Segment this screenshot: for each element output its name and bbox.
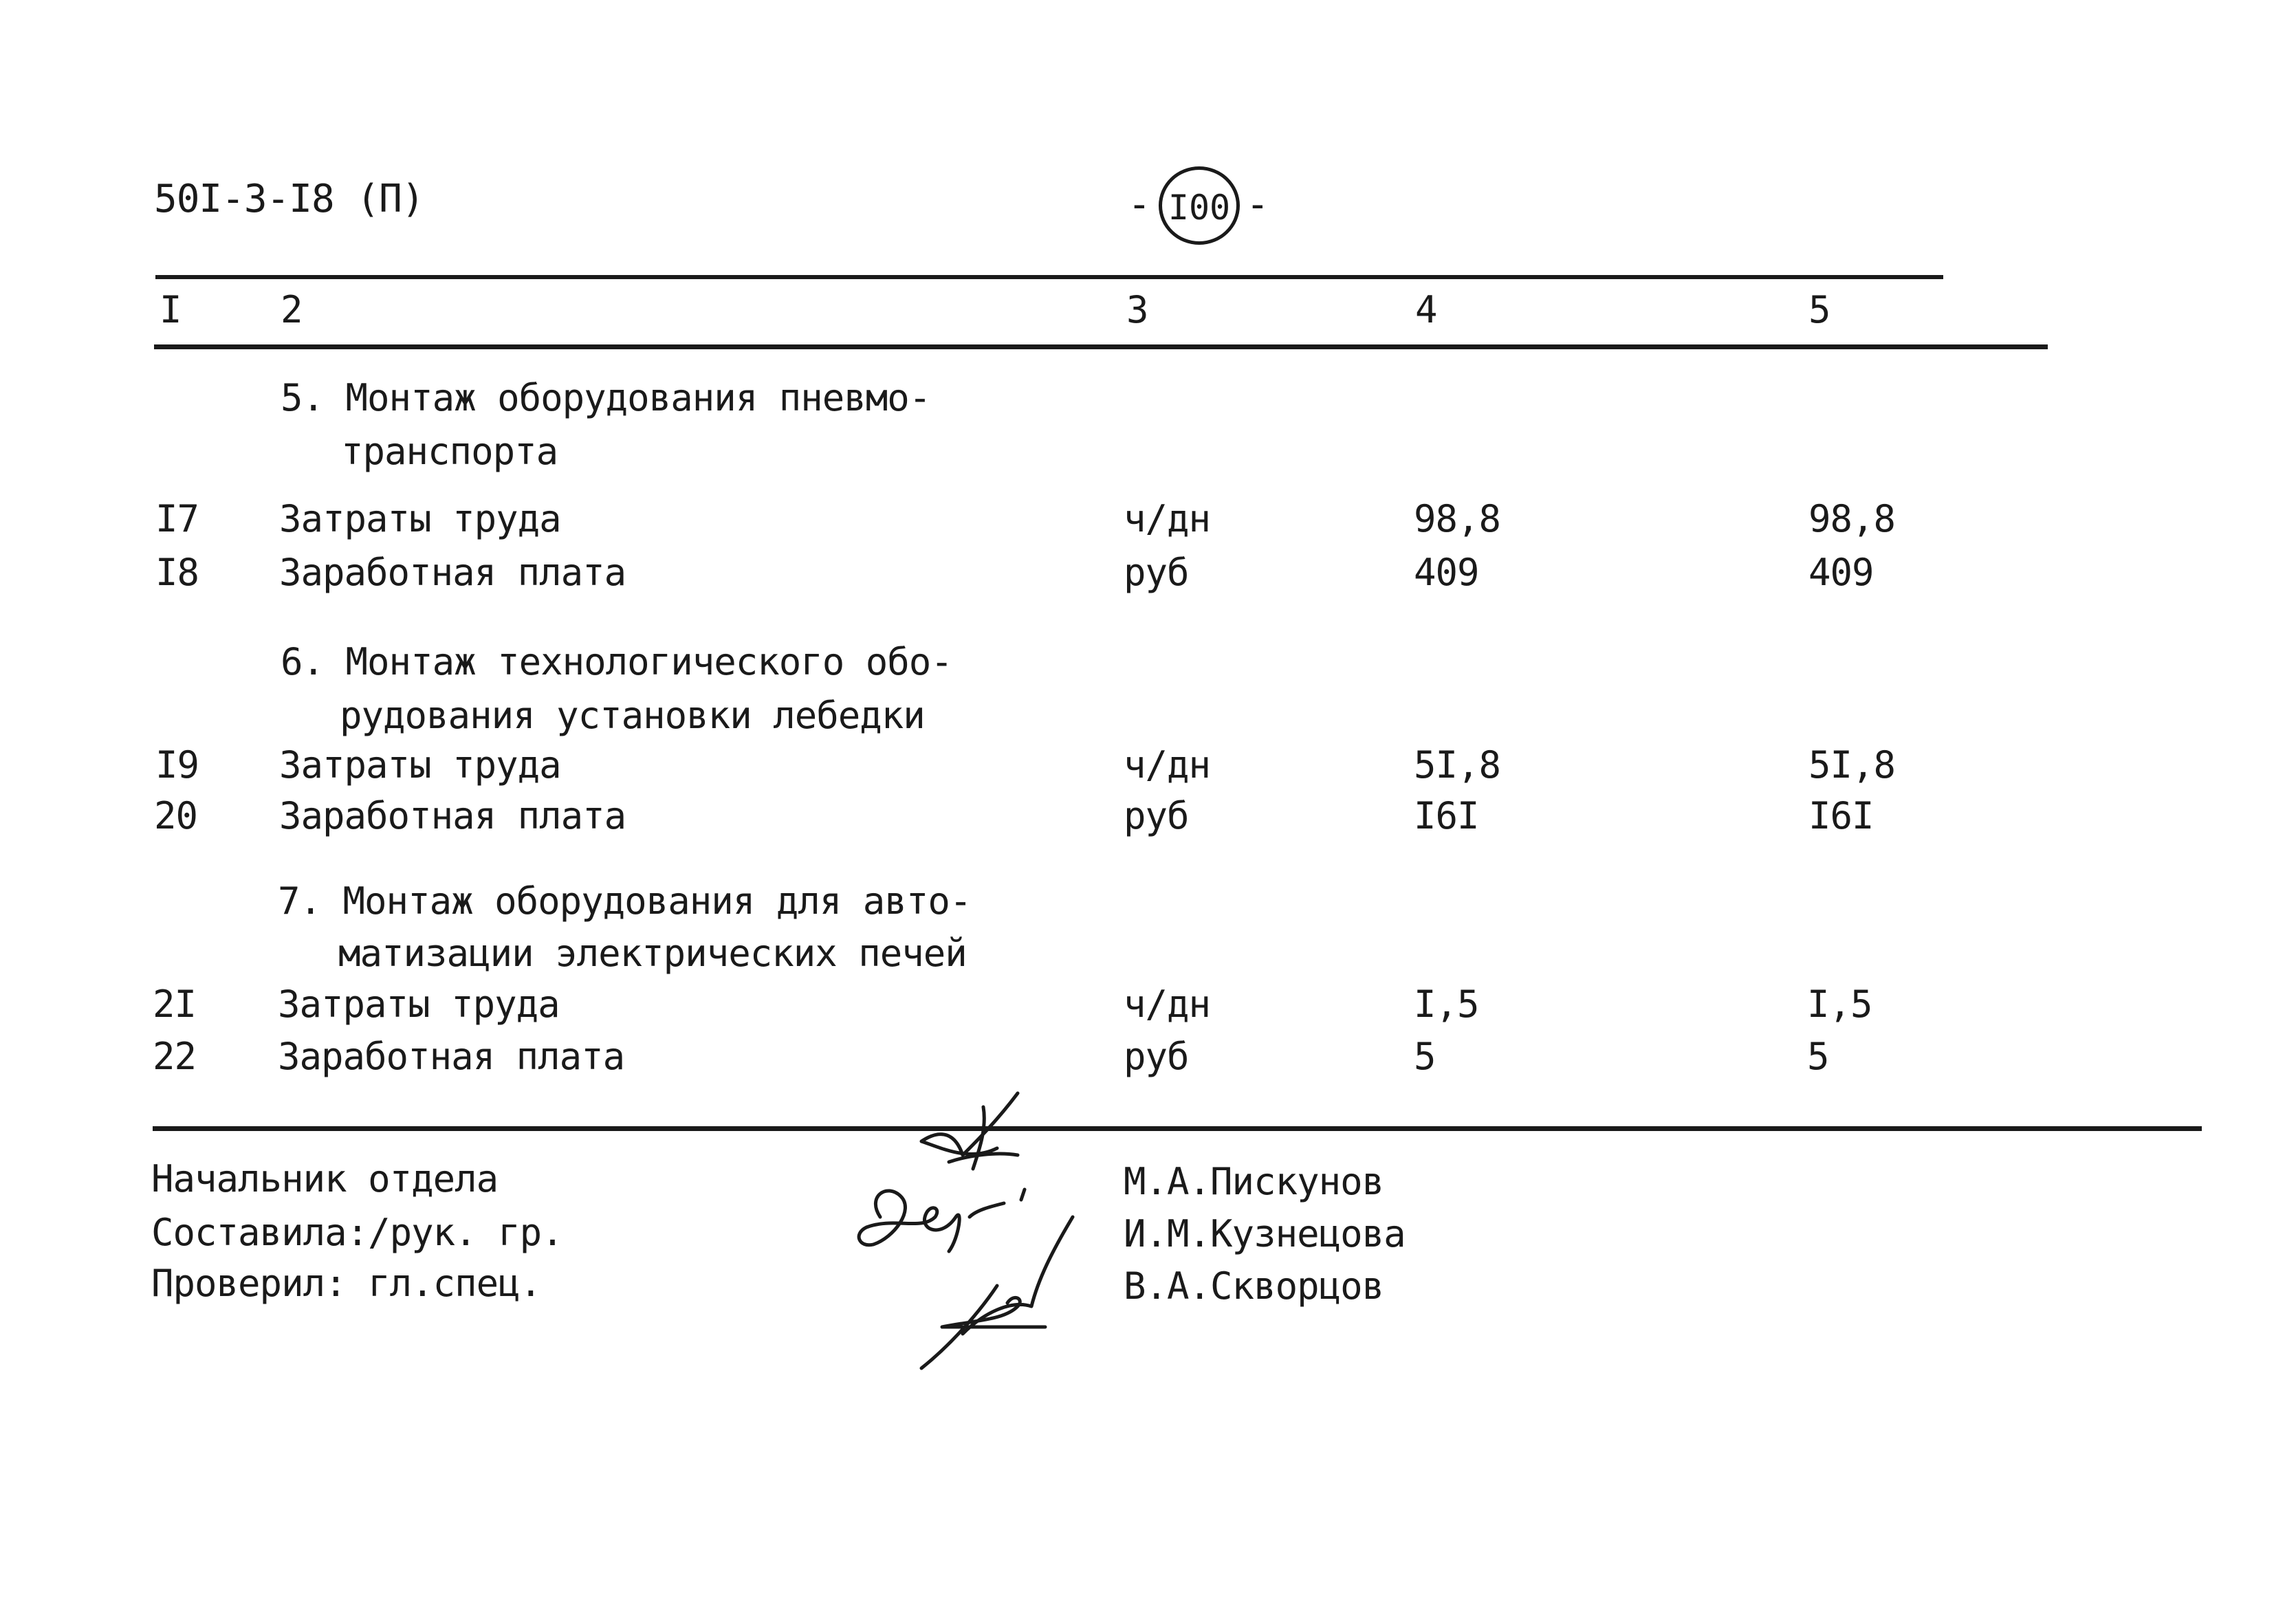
row-unit: ч/дн — [1124, 497, 1211, 540]
column-header-5: 5 — [1808, 288, 1830, 331]
row-col4: 409 — [1414, 551, 1479, 594]
row-name: Затраты труда — [278, 983, 560, 1026]
section-title-line1: 5. Монтаж оборудования пневмо- — [281, 376, 931, 419]
signature-role: Составила:/рук. гр. — [151, 1211, 563, 1254]
page-number-dash-left: - — [1128, 182, 1150, 227]
row-col5: I6I — [1808, 794, 1874, 837]
section-title-line2: матизации электрических печей — [338, 932, 967, 975]
row-unit: ч/дн — [1124, 743, 1211, 787]
row-col5: 409 — [1808, 551, 1874, 594]
row-number: 2I — [153, 983, 197, 1026]
page-number: I00 — [1168, 188, 1231, 228]
row-number: I7 — [155, 497, 199, 540]
row-col4: 5I,8 — [1414, 743, 1501, 787]
row-number: I8 — [155, 551, 199, 594]
table-top-rule — [155, 275, 1943, 279]
section-title-line1: 7. Монтаж оборудования для авто- — [278, 879, 972, 923]
row-unit: ч/дн — [1124, 983, 1211, 1026]
page-number-dash-right: - — [1246, 182, 1269, 227]
row-col4: 5 — [1414, 1035, 1436, 1078]
table-header-rule — [154, 344, 2048, 349]
section-title-line1: 6. Монтаж технологического обо- — [281, 640, 952, 683]
row-col4: I6I — [1414, 794, 1479, 837]
column-header-1: I — [160, 288, 182, 331]
row-unit: руб — [1124, 1035, 1189, 1078]
column-header-4: 4 — [1415, 288, 1437, 331]
section-title-line2: рудования установки лебедки — [340, 694, 925, 737]
page-number-circle — [1159, 166, 1240, 245]
row-name: Заработная плата — [279, 551, 626, 594]
row-unit: руб — [1124, 551, 1189, 594]
handwritten-signatures — [839, 1079, 1100, 1382]
row-col5: I,5 — [1807, 983, 1872, 1026]
column-header-3: 3 — [1126, 288, 1148, 331]
signature-role: Начальник отдела — [151, 1157, 499, 1200]
row-number: I9 — [155, 743, 199, 787]
section-title-line2: транспорта — [341, 430, 558, 473]
signature-name: И.М.Кузнецова — [1124, 1212, 1406, 1255]
row-number: 20 — [154, 794, 198, 837]
row-col5: 5I,8 — [1808, 743, 1896, 787]
row-col5: 98,8 — [1808, 497, 1896, 540]
column-header-2: 2 — [281, 288, 303, 331]
row-name: Заработная плата — [278, 1035, 625, 1078]
table-bottom-rule — [153, 1126, 2202, 1131]
row-col4: I,5 — [1414, 983, 1479, 1026]
row-col5: 5 — [1807, 1035, 1829, 1078]
signature-name: М.А.Пискунов — [1124, 1160, 1384, 1203]
row-number: 22 — [153, 1035, 197, 1078]
signature-name: В.А.Скворцов — [1124, 1264, 1384, 1308]
row-name: Затраты труда — [279, 743, 561, 787]
row-col4: 98,8 — [1414, 497, 1501, 540]
row-unit: руб — [1124, 794, 1189, 837]
document-code: 50I-3-I8 (П) — [154, 177, 424, 221]
signature-role: Проверил: гл.спец. — [151, 1262, 542, 1305]
row-name: Затраты труда — [279, 497, 561, 540]
row-name: Заработная плата — [279, 794, 626, 837]
